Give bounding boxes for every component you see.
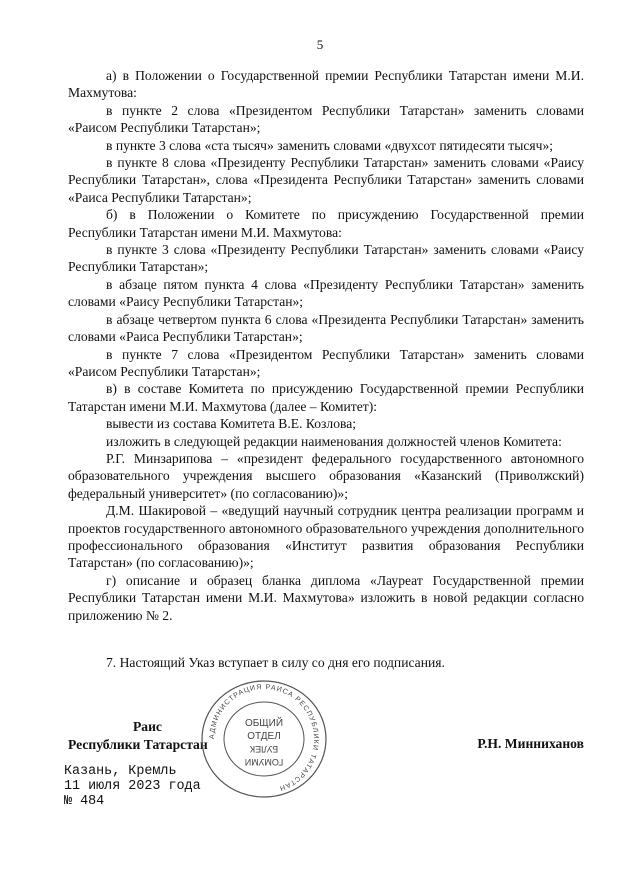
paragraph: в пункте 2 слова «Президентом Республики Татарстан» заменить словами «Раисом Республики Татарстан»; (68, 102, 584, 136)
paragraph: изложить в следующей редакции наименования должностей членов Комитета: (106, 433, 562, 449)
paragraph: Д.М. Шакировой – «ведущий научный сотрудник центра реализации программ и проектов государственного автономного образовательного учреждения дополнительного профессионального образования «Институт развития образования Республики Татарстан» (по согласованию)»; (68, 503, 584, 571)
signer-title-line1: Раис (133, 719, 162, 734)
paragraph: в абзаце пятом пункта 4 слова «Президенту Республики Татарстан» заменить словами «Раису Республики Татарстан»; (68, 276, 584, 310)
paragraph: а) в Положении о Государственной премии Республики Татарстан имени М.И. Махмутова: (68, 68, 584, 101)
paragraph: в пункте 3 слова «Президенту Республики Татарстан» заменить словами «Раису Республики Татарстан»; (68, 242, 584, 275)
signer-title-line2: Республики Татарстан (68, 737, 208, 752)
date: 11 июля 2023 года (64, 779, 201, 794)
place-date-block (64, 764, 201, 809)
stamp-ring-text: АДМИНИСТРАЦИЯ РАИСА РЕСПУБЛИКИ ТАТАРСТАН (208, 683, 320, 792)
closing-clause: 7. Настоящий Указ вступает в силу со дня его подписания. (106, 655, 445, 670)
paragraph: вывести из состава Комитета В.Е. Козлова; (106, 416, 357, 432)
decree-body (68, 67, 584, 624)
signer-title (68, 718, 208, 754)
paragraph: г) описание и образец бланка диплома «Лауреат Государственной премии Республики Татарстан имени М.И. Махмутова» изложить в новой редакции согласно приложению № 2. (68, 572, 584, 623)
page-number: 5 (316, 37, 324, 52)
paragraph: в пункте 3 слова «ста тысяч» заменить словами «двухсот пятидесяти тысяч»; (106, 137, 554, 153)
paragraph: в пункте 7 слова «Президентом Республики Татарстан» заменить словами «Раисом Республики Татарстан»; (68, 346, 584, 379)
paragraph: в пункте 8 слова «Президенту Республики Татарстан» заменить словами «Раису Республики Татарстан», слова «Президента Республики Татарстан» заменить словами «Раиса Республики Татарстан»; (68, 155, 584, 205)
paragraph: Р.Г. Минзарипова – «президент федерального государственного автономного образовательного учреждения высшего образования «Казанский (Приволжский) федеральный университет» (по согласованию)»; (68, 450, 584, 501)
paragraph: в абзаце четвертом пункта 6 слова «Президента Республики Татарстан» заменить словами «Раиса Республики Татарстан»; (68, 311, 584, 345)
stamp-line2: ОТДЕЛ (247, 731, 281, 742)
paragraph: в) в составе Комитета по присуждению Государственной премии Республики Татарстан имени М.И. Махмутова (далее – Комитет): (68, 381, 584, 414)
place: Казань, Кремль (64, 764, 177, 779)
paragraph: б) в Положении о Комитете по присуждению Государственной премии Республики Татарстан имени М.И. Махмутова: (68, 207, 584, 240)
stamp-line1: ОБЩИЙ (244, 718, 284, 729)
stamp-line3: БУЛЕК (249, 744, 279, 754)
signer-name: Р.Н. Минниханов (477, 736, 584, 751)
stamp-seal (198, 676, 330, 802)
decree-number: № 484 (64, 794, 105, 809)
stamp-line4: ГОМУМИ (244, 757, 284, 767)
